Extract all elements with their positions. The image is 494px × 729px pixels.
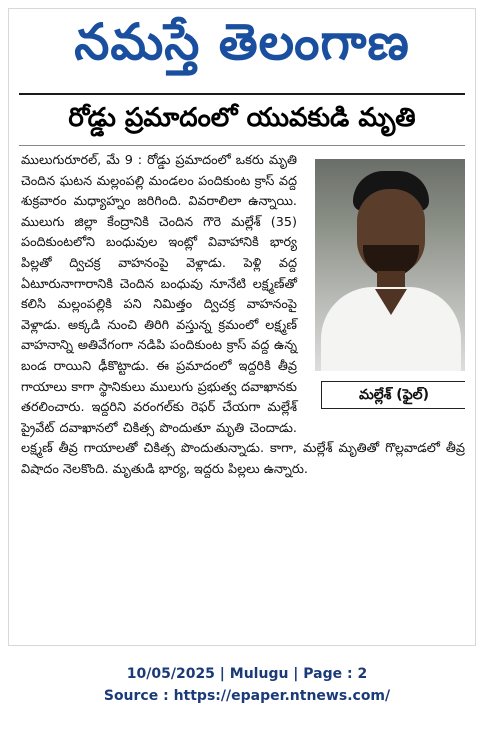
- newspaper-masthead: నమస్తే తెలంగాణ: [74, 12, 410, 71]
- masthead-divider: [19, 93, 465, 95]
- photo-block: [307, 159, 465, 415]
- person-photo: [315, 159, 465, 371]
- news-clipping: [8, 8, 476, 646]
- edition-meta: 10/05/2025 | Mulugu | Page : 2: [126, 666, 368, 682]
- headline-divider: [19, 145, 465, 146]
- article-body-column: [21, 151, 465, 639]
- source-link[interactable]: Source : https://epaper.ntnews.com/: [103, 688, 391, 704]
- article-headline: రోడ్డు ప్రమాదంలో యువకుడి మృతి: [68, 103, 416, 133]
- article-body: ములుగురూరల్‌, మే 9 : రోడ్డు ప్రమాదంలో ఒకరు మృతి చెందిన ఘటన మల్లంపల్లి మండలం పందికుంట క్రాస్‌ వద్ద శుక్రవారం మధ్యాహ్నం జరిగింది. వివరాలిలా ఉన్నాయి. ములుగు జిల్లా కేంద్రానికి చెందిన గౌరె మల్లేశ్‌ (35) పందికుంటలోని బంధువుల ఇంట్లో వివాహానికి భార్య పిల్లతో ద్విచక్ర వాహనంపై వెళ్లాడు. పెళ్లి వద్ద ఏటూరునాగారానికి చెందిన బంధువు నూనేటి లక్ష్మణ్‌తో కలిసి మల్లంపల్లికి పని నిమిత్తం ద్విచక్ర వాహనంపై వెళ్లాడు. అక్కడి నుంచి తిరిగి వస్తున్న క్రమంలో లక్ష్మణ్‌ వాహనాన్ని అతివేగంగా నడిపి పందికుంట క్రాస్‌ వద్ద ఉన్న బండ రాయిని ఢీకొట్టాడు. ఈ ప్రమాదంలో ఇద్దరికి తీవ్ర గాయాలు కాగా స్థానికులు ములుగు ప్రభుత్వ దవాఖానకు తరలించారు. ఇద్దరిని వరంగల్‌కు రెఫర్‌ చేయగా మల్లేశ్‌ ప్రైవేట్‌ దవాఖానలో చికిత్స పొందుతూ మృతి చెందాడు. లక్ష్మణ్‌ తీవ్ర గాయాలతో చికిత్స పొందుతున్నాడు. కాగా, మల్లేశ్‌ మృతితో గొల్లవాడలో తీవ్ర విషాదం నెలకొంది. మృతుడి భార్య, ఇద్దరు పిల్లలు ఉన్నారు.: [21, 153, 465, 477]
- photo-caption: మల్లేశ్‌ (ఫైల్‌): [321, 381, 465, 409]
